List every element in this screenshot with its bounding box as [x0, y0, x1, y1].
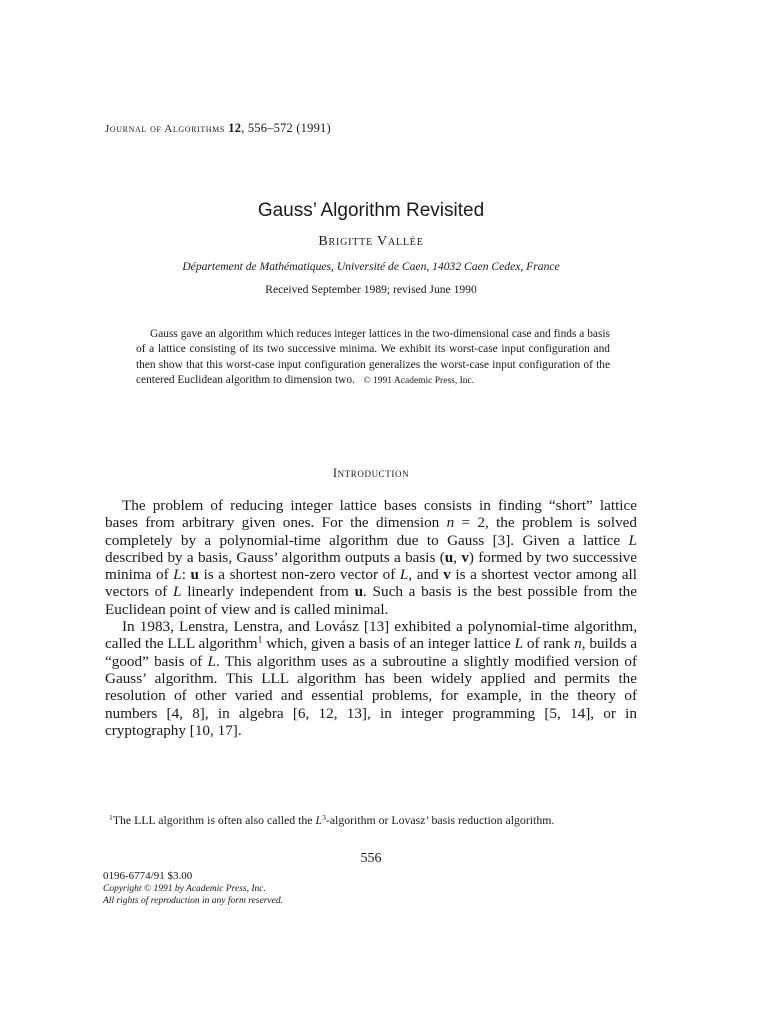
paragraph-2: In 1983, Lenstra, Lenstra, and Lovász [13] exhibited a polynomial-time algorithm, called the LLL algorithm$^1$ which, given a basis of an integer lattice L of rank n, builds a “good” basis of L. This algorithm uses as a subroutine a slightly modified version of Gauss’ algorithm. This LLL algorithm has been widely applied and permits the resolution of other varied and essential problems, for example, in the theory of numbers [4, 8], in algebra [6, 12, 13], in integer programming [5, 14], or in cryptography [10, 17].	[105, 618, 638, 739]
introduction-body	[105, 497, 637, 739]
issn-price: 0196-6774/91 $3.00	[103, 870, 193, 882]
section-heading-introduction: Introduction	[332, 466, 410, 480]
author-affiliation: Département de Mathématiques, Université de Caen, 14032 Caen Cedex, France	[182, 260, 560, 273]
front-matter	[103, 870, 283, 908]
article-author: Brigitte Vallée	[318, 234, 424, 249]
page-number: 556	[360, 851, 382, 866]
received-dates: Received September 1989; revised June 1990	[265, 283, 477, 296]
footnote: $^1$The LLL algorithm is often also called the $L^3$-algorithm or Lovasz’ basis reduction algorithm.	[109, 812, 555, 827]
journal-pages-year: , 556–572 (1991)	[241, 121, 331, 135]
copyright-line: Copyright © 1991 by Academic Press, Inc.	[103, 883, 266, 894]
running-head	[105, 121, 331, 136]
abstract-copyright: © 1991 Academic Press, Inc.	[363, 375, 475, 386]
rights-line: All rights of reproduction in any form reserved.	[103, 896, 283, 906]
footnote-reference[interactable]: 1	[257, 634, 263, 646]
journal-name: Journal of Algorithms	[105, 123, 225, 135]
footnote-mark: 1	[109, 812, 113, 822]
journal-volume: 12	[228, 121, 242, 135]
paragraph-1: The problem of reducing integer lattice bases consists in finding “short” lattice bases from arbitrary given ones. For the dimension n = 2, the problem is solved completely by a polynomial-time algorithm due to Gauss [3]. Given a lattice L described by a basis, Gauss’ algorithm outputs a basis (u, v) formed by two successive minima of L: u is a shortest non-zero vector of L, and v is a shortest vector among all vectors of L linearly independent from u. Such a basis is the best possible from the Euclidean point of view and is called minimal.	[105, 497, 637, 618]
article-title: Gauss’ Algorithm Revisited	[257, 200, 485, 221]
abstract	[136, 327, 610, 389]
abstract-text: Gauss gave an algorithm which reduces integer lattices in the two-dimensional case and finds a basis of a lattice consisting of its two successive minima. We exhibit its worst-case input configuration and then show that this worst-case input configuration generalizes the worst-case input configuration of the centered Euclidean algorithm to dimension two.	[136, 328, 610, 386]
